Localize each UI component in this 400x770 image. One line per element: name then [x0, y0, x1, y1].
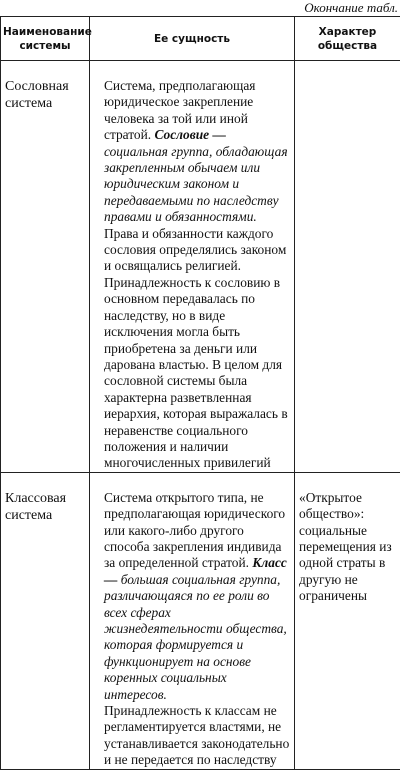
system-essence: [90, 61, 295, 473]
society-character: [295, 61, 400, 473]
system-essence: [90, 472, 295, 769]
term: Класс —: [104, 555, 287, 586]
stratification-table: [0, 16, 400, 770]
table-row: [1, 61, 400, 473]
essence-intro: Система открытого типа, не предполагающая юридического или какого-либо другого способа закрепления индивида за определенной стратой.: [104, 490, 285, 571]
header-name: Наименование системы: [1, 17, 90, 61]
header-character: Характер общества: [295, 17, 400, 61]
table-caption: Окончание табл.: [304, 0, 398, 16]
essence-intro: Система, предполагающая юридическое закрепление человека за той или иной стратой.: [104, 78, 255, 142]
essence-details: Принадлежность к классам не регламентируется властями, не устанавливается законодательно и не передается по наследству: [104, 703, 289, 767]
term-definition: социальная группа, обладающая закрепленным обычаем или юридическим законом и передаваемыми по наследству правами и обязанностями.: [104, 144, 288, 225]
system-name: Классовая система: [1, 472, 90, 769]
system-name: Сословная система: [1, 61, 90, 473]
term: Сословие —: [155, 127, 226, 142]
table-header-row: [1, 17, 400, 61]
term-definition: большая социальная группа, различающаяся по ее роли во всех сферах жизнедеятельности общества, которая формируется и функционирует на основе коренных социальных интересов.: [104, 572, 287, 702]
essence-details: Права и обязанности каждого сословия определялись законом и освящались религией. Принадлежность к сословию в основном передавалась по наследству, но в виде исключения могла быть приобретена за деньги или дарована властью. В целом для сословной системы была характерна разветвленная иерархия, которая выражалась в неравенстве социального положения и наличии многочисленных привилегий: [104, 226, 288, 471]
header-essence: Ее сущность: [90, 17, 295, 61]
society-character: «Открытое общество»: социальные перемещения из одной страты в другую не ограничены: [295, 472, 400, 769]
table-row: [1, 472, 400, 769]
